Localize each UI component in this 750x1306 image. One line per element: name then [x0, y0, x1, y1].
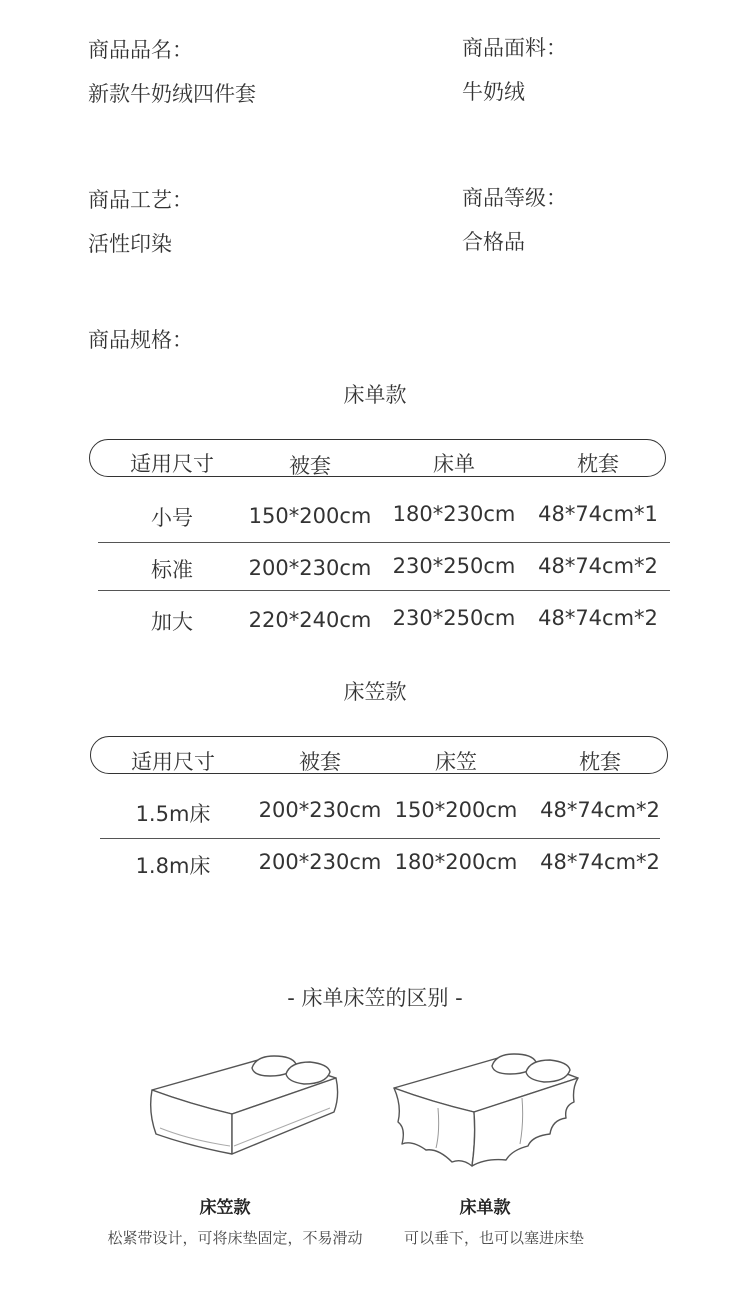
flat-sheet-caption: 床单款: [459, 1198, 511, 1218]
table1-title: 床单款: [343, 383, 407, 407]
table1-cell: 标准: [151, 558, 193, 582]
table2-header-cell: 枕套: [579, 750, 621, 774]
table2-title: 床笠款: [343, 680, 407, 704]
table2-cell: 200*230cm: [258, 798, 382, 822]
table1-cell: 180*230cm: [392, 502, 516, 526]
table1-cell: 48*74cm*1: [538, 502, 658, 526]
table1-header-cell: 床单: [433, 452, 475, 476]
table1-cell: 加大: [151, 610, 193, 634]
table2-row-divider: [100, 838, 660, 839]
table1-row-divider: [98, 542, 670, 543]
spec-label-craft: 商品工艺：: [88, 188, 193, 212]
table2-header-cell: 适用尺寸: [131, 750, 215, 774]
table1-cell: 小号: [151, 506, 193, 530]
table1-cell: 230*250cm: [392, 606, 516, 630]
table1-cell: 48*74cm*2: [538, 606, 658, 630]
table2-header-cell: 床笠: [435, 750, 477, 774]
spec-value-fabric: 牛奶绒: [462, 80, 525, 104]
table2-cell: 1.5m床: [135, 802, 211, 826]
fitted-sheet-caption: 床笠款: [199, 1198, 251, 1218]
spec-label-fabric: 商品面料：: [462, 36, 567, 60]
fitted-sheet-desc: 松紧带设计，可将床垫固定，不易滑动: [107, 1229, 363, 1247]
table1-cell: 200*230cm: [248, 556, 372, 580]
spec-value-grade: 合格品: [462, 230, 525, 254]
flat-sheet-bed-icon: [382, 1048, 587, 1173]
spec-value-craft: 活性印染: [88, 232, 172, 256]
table2-cell: 48*74cm*2: [540, 850, 660, 874]
table2-cell: 180*200cm: [394, 850, 518, 874]
table1-header-cell: 枕套: [577, 452, 619, 476]
spec-label-size: 商品规格：: [88, 328, 193, 352]
fitted-sheet-bed-icon: [140, 1048, 345, 1163]
table1-row-divider: [98, 590, 670, 591]
flat-sheet-desc: 可以垂下，也可以塞进床垫: [403, 1229, 584, 1247]
spec-label-name: 商品品名：: [88, 38, 193, 62]
table2-cell: 150*200cm: [394, 798, 518, 822]
spec-value-name: 新款牛奶绒四件套: [88, 82, 256, 106]
table1-cell: 150*200cm: [248, 504, 372, 528]
table1-header-cell: 适用尺寸: [130, 452, 214, 476]
table2-cell: 48*74cm*2: [540, 798, 660, 822]
table2-cell: 200*230cm: [258, 850, 382, 874]
spec-label-grade: 商品等级：: [462, 186, 567, 210]
table1-cell: 220*240cm: [248, 608, 372, 632]
diff-title: - 床单床笠的区别 -: [287, 986, 463, 1010]
table1-cell: 48*74cm*2: [538, 554, 658, 578]
table2-header-cell: 被套: [299, 750, 341, 774]
table2-cell: 1.8m床: [135, 854, 211, 878]
table1-header-cell: 被套: [289, 454, 331, 478]
table1-cell: 230*250cm: [392, 554, 516, 578]
